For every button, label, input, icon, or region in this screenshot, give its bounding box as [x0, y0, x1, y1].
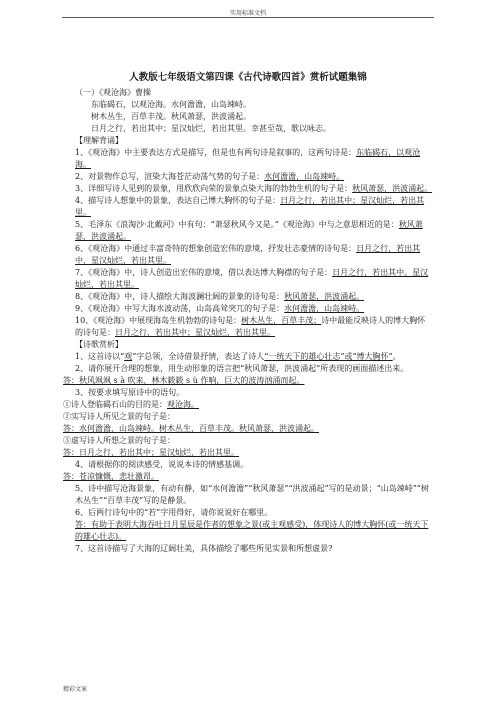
question-item: 7、这首诗描写了大海的辽阔壮美，具体描绘了哪些所见实景和所想虚景? — [75, 544, 333, 553]
answer-text: 日月之行，若出其中。星汉灿烂，若出其里。 — [75, 268, 429, 289]
answer-text: 日月之行，若出其中；星汉灿烂，若出其里。 — [115, 328, 275, 337]
answer-text: 水何澹澹，山岛竦峙。 — [264, 172, 345, 181]
poem-line: 树木丛生，百草丰茂。秋风萧瑟，洪波涌起。 — [91, 112, 251, 121]
question-item: 7、《观沧海》中，诗人创造出宏伟的意境，借以表达博大胸襟的句子是：日月之行，若出其中。星汉灿烂，若出其里。 — [75, 268, 429, 289]
poem-line: 东临碣石，以观沧海。水何澹澹，山岛竦峙。 — [91, 100, 251, 109]
document-title: 人教版七年级语文第四课《古代诗歌四首》赏析试题集锦 — [129, 72, 367, 83]
answer-text: 日月之行，若出其中；星汉灿烂，若出其里。 — [75, 196, 425, 217]
document-body — [63, 87, 433, 555]
poem-heading: （一）《观沧海》曹操 — [75, 88, 151, 97]
answer-text: 秋风萧瑟，洪波涌起。 — [284, 292, 365, 301]
header-divider — [62, 17, 434, 18]
answer-text: 答：秋风飒飒 s à 吹来，林木簌簌 s ù 作响，巨大的波涛汹涌而起。 — [63, 376, 305, 385]
question-item: 4、请根据你的阅读感受，说说本诗的情感基调。 — [75, 460, 249, 469]
question-item: 3、按要求填写原诗中的语句。 — [75, 388, 185, 397]
question-item: 8、《观沧海》中，诗人描绘大海波澜壮阔的景象的诗句是：秋风萧瑟，洪波涌起。 — [75, 292, 365, 301]
question-item: 6、《观沧海》中通过丰富奇特的想象创造宏伟的意境，抒发壮志豪情的诗句是：日月之行，若出其中，星汉灿烂，若出其里。 — [75, 244, 421, 265]
answer-text: 树木丛生，百草丰茂； — [241, 316, 322, 325]
question-item: ③虚写诗人所想之景的句子是： — [63, 436, 175, 445]
question-item: 1、《观沧海》中主要表达方式是描写，但是也有两句诗是叙事的，这两句诗是：东临碣石，以观沧海。 — [75, 148, 421, 169]
question-item: 10、《观沧海》中展现海岛生机勃勃的诗句是：树木丛生，百草丰茂；诗中最能反映诗人的博大胸怀的诗句是：日月之行，若出其中；星汉灿烂，若出其里。 — [75, 316, 426, 337]
answer-text: 答：日月之行，若出其中；星汉灿烂，若出其里。 — [63, 448, 239, 457]
answer-text: 水何澹澹，山岛竦峙。 — [284, 304, 365, 313]
question-item: 2、请你展开合理的想象，用生动形象的语言把“秋风萧瑟，洪波涌起”所表现的画面描述出来。 — [75, 364, 409, 373]
answer-text: 观 — [124, 352, 133, 361]
question-item: 2、对景物作总写，渲染大海苍茫动荡气势的句子是：水何澹澹，山岛竦峙。 — [75, 172, 345, 181]
question-item: 6、后两行诗句中的“若”字用得好，请你说说好在哪里。 — [75, 508, 273, 517]
answer-text: “一统天下的雄心壮志”或“博大胸怀” — [264, 352, 393, 361]
question-item: 1、这首诗以“观”字总领，全诗借景抒情，表达了诗人“一统天下的雄心壮志”或“博大胸怀”。 — [75, 352, 401, 361]
answer-text: 秋风萧瑟，洪波涌起。 — [75, 220, 423, 241]
answer-text: 东临碣石，以观沧海。 — [75, 148, 421, 169]
answer-text: 答：有助于表明大海吞吐日月星辰是作者的想象之景(或主观感受)，体现诗人的博大胸怀(或一统天下的雄心壮志)。 — [75, 520, 429, 541]
question-item: 9、《观沧海》中写大海水波动荡，山岛高耸突兀的句子是：水何澹澹，山岛竦峙。 — [75, 304, 365, 313]
answer-text: 日月之行，若出其中，星汉灿烂，若出其里。 — [75, 244, 421, 265]
question-item: ②实写诗人所见之景的句子是： — [63, 412, 175, 421]
answer-text: 答：水何澹澹，山岛竦峙。树木丛生，百草丰茂。秋风萧瑟，洪波涌起。 — [63, 424, 319, 433]
poem-line: 日月之行，若出其中；星汉灿烂，若出其里。幸甚至哉，歌以咏志。 — [91, 124, 331, 133]
section-heading-appreciation: 【诗歌赏析】 — [75, 340, 123, 349]
question-item: 3、详细写诗人见到的景象，用欣欣向荣的景象点染大海的勃勃生机的句子是：秋风萧瑟，洪波涌起。 — [75, 184, 433, 193]
answer-text: 秋风萧瑟，洪波涌起。 — [352, 184, 433, 193]
question-item: 5、毛泽东《浪淘沙·北戴河》中有句：“萧瑟秋风今又是。”《观沧海》中与之意思相近的是：秋风萧瑟，洪波涌起。 — [75, 220, 423, 241]
question-item: 5、诗中描写沧海景象，有动有静，如“水何澹澹”“秋风萧瑟”“洪波涌起”写的是动景；“山岛竦峙”“树木丛生”“百草丰茂”写的是静景。 — [75, 484, 429, 505]
page-footer: 精彩文案 — [63, 686, 88, 693]
page-header: 实用标准文档 — [229, 10, 266, 17]
question-item: ①诗人登临碣石山的目的是：观沧海。 — [63, 400, 199, 409]
question-item: 4、描写诗人想象中的景象，表达自己博大胸怀的句子是：日月之行，若出其中；星汉灿烂，若出其里。 — [75, 196, 425, 217]
section-heading-recite: 【理解背诵】 — [75, 136, 123, 145]
answer-text: 答：苍凉慷慨，悲壮激昂。 — [63, 472, 159, 481]
answer-text: 观沧海。 — [167, 400, 199, 409]
